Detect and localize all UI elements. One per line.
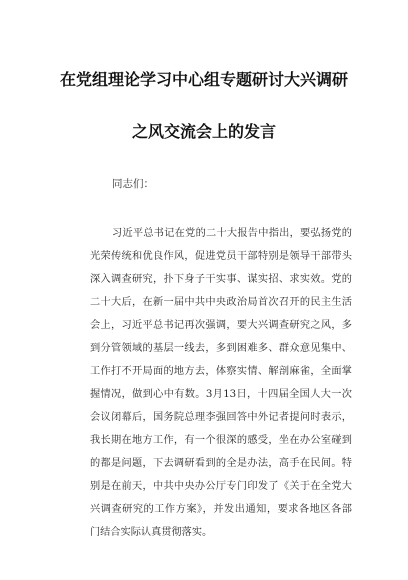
document-title-line-1: 在党组理论学习中心组专题研讨大兴调研 [59, 70, 348, 89]
body-line: 习近平总书记在党的二十大报告中指出，要弘扬党的 [112, 228, 352, 239]
body-line: 兴调查研究的工作方案》，并发出通知，要求各地区各部 [90, 504, 352, 515]
body-line: 我长期在地方工作，有一个很深的感受，坐在办公室碰到 [90, 435, 352, 446]
body-line: 二十大后，在新一届中共中央政治局首次召开的民主生活 [90, 297, 352, 308]
body-line: 光荣传统和优良作风，促进党员干部特别是领导干部带头 [90, 251, 352, 262]
salutation: 同志们： [112, 178, 154, 190]
body-line: 会上，习近平总书记再次强调，要大兴调查研究之风，多 [90, 320, 352, 331]
body-line: 的都是问题，下去调研看到的全是办法，高手在民间。特 [90, 458, 352, 469]
body-line: 握情况，做到心中有数。3月13日，十四届全国人大一次 [90, 389, 352, 400]
body-line: 门结合实际认真贯彻落实。 [90, 527, 213, 538]
body-line: 会议闭幕后，国务院总理李强回答中外记者提问时表示， [90, 412, 352, 423]
body-line: 深入调查研究，扑下身子干实事、谋实招、求实效。党的 [90, 274, 352, 285]
document-title-line-2: 之风交流会上的发言 [131, 122, 276, 141]
body-line: 到分管领域的基层一线去，多到困难多、群众意见集中、 [90, 343, 352, 354]
body-line: 别是在前天，中共中央办公厅专门印发了《关于在全党大 [90, 481, 352, 492]
body-line: 工作打不开局面的地方去，体察实情、解剖麻雀，全面掌 [90, 366, 352, 377]
